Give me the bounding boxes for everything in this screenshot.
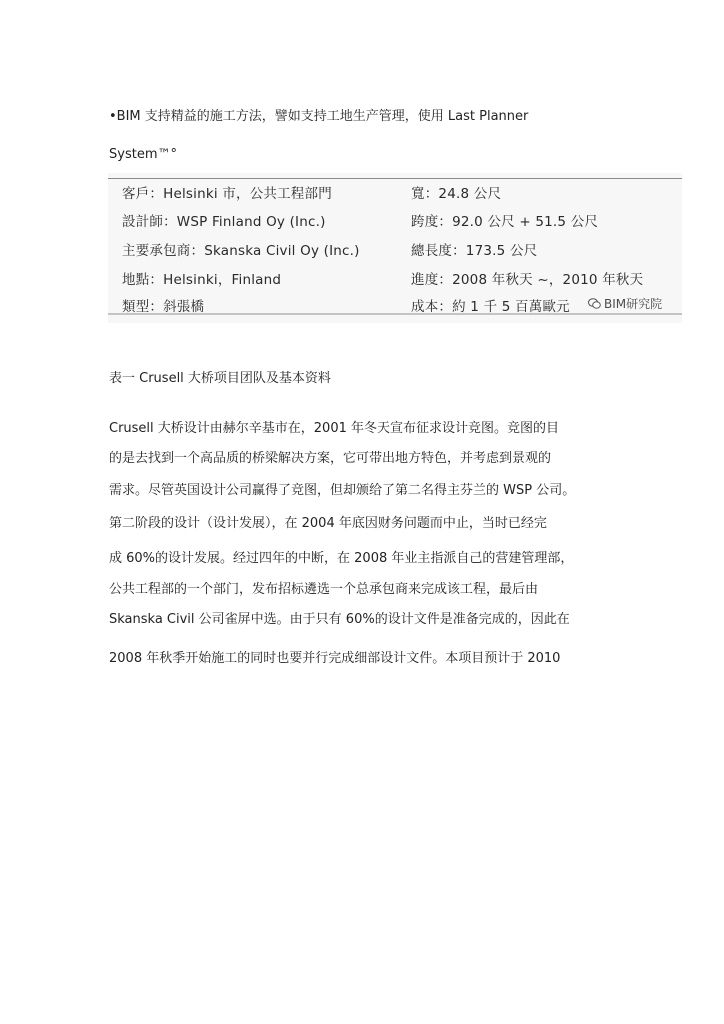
table-caption: 表一 Crusell 大桥项目团队及基本资料 — [109, 371, 331, 386]
paragraph-line-4: 第二阶段的设计（设计发展），在 2004 年底因财务问题而中止，当时已经完 — [109, 516, 547, 531]
bullet-line-1: •BIM 支持精益的施工方法，譬如支持工地生产管理，使用 Last Planner — [109, 109, 529, 124]
project-info-table-image — [108, 173, 682, 323]
table-width: 寬：24.8 公尺 — [411, 186, 502, 202]
table-schedule: 進度：2008 年秋天 ~，2010 年秋天 — [411, 272, 644, 288]
watermark — [588, 295, 662, 312]
paragraph-line-3: 需求。尽管英国设计公司赢得了竞图，但却颁给了第二名得主芬兰的 WSP 公司。 — [109, 483, 576, 498]
table-contractor: 主要承包商：Skanska Civil Oy (Inc.) — [122, 243, 360, 259]
paragraph-line-8: 2008 年秋季开始施工的同时也要并行完成细部设计文件。本项目预计于 2010 — [109, 651, 561, 666]
table-total-length: 總長度：173.5 公尺 — [411, 243, 538, 259]
wechat-icon — [588, 297, 601, 310]
table-location: 地點：Helsinki，Finland — [122, 272, 282, 288]
table-type: 類型：斜張橋 — [122, 299, 205, 315]
watermark-text: BIM研究院 — [604, 297, 663, 311]
paragraph-line-6: 公共工程部的一个部门，发布招标遴选一个总承包商来完成该工程，最后由 — [109, 582, 539, 597]
bullet-line-2: System™° — [109, 147, 177, 162]
table-client: 客戶：Helsinki 市，公共工程部門 — [122, 186, 332, 202]
table-cost: 成本：約 1 千 5 百萬歐元 — [411, 299, 570, 315]
paragraph-line-7: Skanska Civil 公司雀屏中选。由于只有 60%的设计文件是准备完成的，因此在 — [109, 612, 570, 627]
table-designer: 設計師：WSP Finland Oy (Inc.) — [122, 214, 326, 230]
paragraph-line-5: 成 60%的设计发展。经过四年的中断，在 2008 年业主指派自己的营建管理部， — [109, 551, 574, 566]
paragraph-line-1: Crusell 大桥设计由赫尔辛基市在，2001 年冬天宣布征求设计竞图。竞图的目 — [109, 421, 560, 436]
table-top-border — [108, 178, 682, 179]
table-span: 跨度：92.0 公尺 + 51.5 公尺 — [411, 214, 599, 230]
paragraph-line-2: 的是去找到一个高品质的桥梁解决方案，它可带出地方特色，并考虑到景观的 — [109, 451, 552, 466]
